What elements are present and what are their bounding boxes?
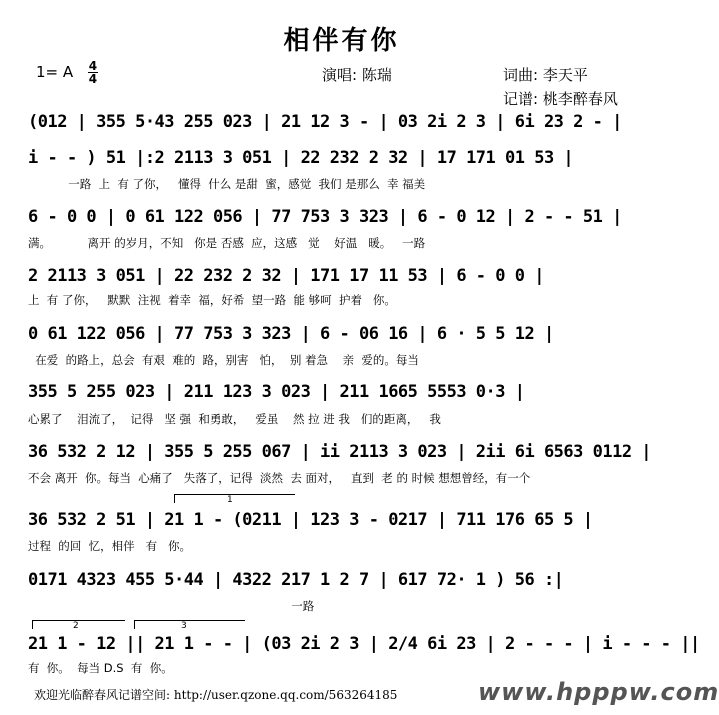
staff-line-7 xyxy=(28,442,668,472)
staff-line-8 xyxy=(28,510,668,540)
lyric-line-10: 有 你。 每当 D.S 有 你。 xyxy=(28,661,173,675)
lyric-line-9: 一路 xyxy=(28,599,315,613)
key-label: 1= A xyxy=(36,63,74,81)
singer-credit: 演唱: 陈瑞 xyxy=(322,66,392,84)
volta-3-bracket xyxy=(134,620,245,629)
staff-line-1 xyxy=(28,112,668,142)
time-signature-top: 4 xyxy=(88,59,98,73)
notes: 36 532 2 12 | 355 5 255 067 | ii 2113 3 023 | 2ii 6i 6563 0112 | xyxy=(28,442,652,462)
notes: 21 1 - 12 || 21 1 - - | (03 2i 2 3 | 2/4 6i 23 | 2 - - - | i - - - || xyxy=(28,634,700,654)
staff-line-9 xyxy=(28,570,668,600)
notes: 6 - 0 0 | 0 61 122 056 | 77 753 3 323 | 6 - 0 12 | 2 - - 51 | xyxy=(28,207,622,227)
staff-line-3 xyxy=(28,207,668,237)
time-signature xyxy=(88,60,98,85)
notes: (012 | 355 5·43 255 023 | 21 12 3 - | 03 2i 2 3 | 6i 23 2 - | xyxy=(28,112,622,132)
volta-1-bracket xyxy=(174,494,295,503)
volta-2-bracket xyxy=(32,620,125,629)
volta-3-label: 3 xyxy=(181,621,187,631)
lyric-line-2: 一路 上 有 了你， 懂得 什么 是甜 蜜，感觉 我们 是那么 幸 福美 xyxy=(28,177,426,191)
notes: 36 532 2 51 | 21 1 - (0211 | 123 3 - 0217 | 711 176 65 5 | xyxy=(28,510,593,530)
time-signature-bottom: 4 xyxy=(88,72,98,86)
transcriber-credit: 记谱: 桃李醉春风 xyxy=(503,90,618,108)
notes: 0171 4323 455 5·44 | 4322 217 1 2 7 | 617 72· 1 ) 56 :| xyxy=(28,570,564,590)
notes: i - - ) 51 |:2 2113 3 051 | 22 232 2 32 | 17 171 01 53 | xyxy=(28,148,574,168)
notes: 2 2113 3 051 | 22 232 2 32 | 171 17 11 53 | 6 - 0 0 | xyxy=(28,266,544,286)
lyric-line-6: 心累了 泪流了， 记得 坚 强 和勇敢， 爱虽 然 拉 进 我 们的距离， 我 xyxy=(28,412,441,426)
staff-line-5 xyxy=(28,324,668,354)
notes: 0 61 122 056 | 77 753 3 323 | 6 - 06 16 | 6 · 5 5 12 | xyxy=(28,324,554,344)
lyric-line-4: 上 有 了你， 默默 注视 着幸 福，好希 望一路 能 够呵 护着 你。 xyxy=(28,293,396,307)
volta-1-label: 1 xyxy=(227,495,233,505)
watermark: www.hpppw.com xyxy=(478,678,719,706)
composer-credit: 词曲: 李天平 xyxy=(503,66,588,84)
lyric-line-8: 过程 的回 忆，相伴 有 你。 xyxy=(28,539,192,553)
footer-link-text: 欢迎光临醉春风记谱空间: http://user.qzone.qq.com/563264185 xyxy=(34,688,398,702)
song-title: 相伴有你 xyxy=(283,26,400,56)
lyric-line-7: 不会 离开 你。每当 心痛了 失落了，记得 淡然 去 面对， 直到 老 的 时候 想想曾经，有一个 xyxy=(28,471,531,485)
staff-line-2 xyxy=(28,148,668,178)
lyric-line-3: 满。 离开 的岁月，不知 你是 否感 应，这感 觉 好温 暖。 一路 xyxy=(28,236,426,250)
volta-2-label: 2 xyxy=(73,621,79,631)
key-signature xyxy=(36,60,98,85)
staff-line-6 xyxy=(28,382,668,412)
lyric-line-5: 在爱 的路上，总会 有艰 难的 路，别害 怕， 别 着急 亲 爱的。每当 xyxy=(28,353,419,367)
notes: 355 5 255 023 | 211 123 3 023 | 211 1665 5553 0·3 | xyxy=(28,382,525,402)
